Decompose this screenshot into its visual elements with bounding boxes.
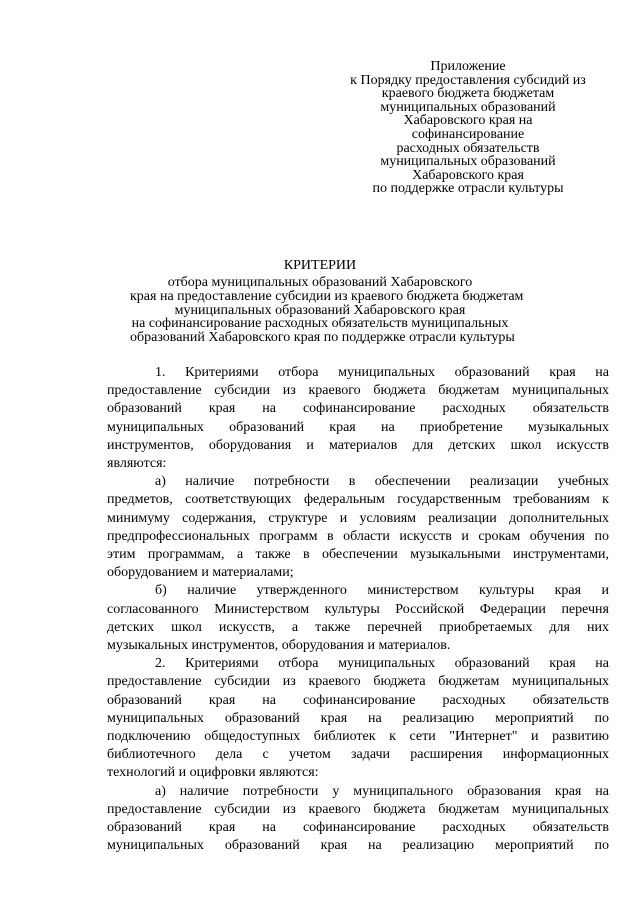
body-text-line: библиотечного дела с учетом задачи расширения информационных — [107, 747, 609, 763]
body-text-line: минимуму содержания, структуре и условиям реализации дополнительных — [107, 510, 609, 526]
body-text-line: являются: — [107, 456, 167, 472]
body-text-line: образований края на софинансирование расходных обязательств — [107, 401, 609, 417]
body-text-line: а) наличие потребности в обеспечении реализации учебных — [155, 474, 609, 490]
body-text-line: детских школ искусств, а также перечней приобретаемых для них — [107, 619, 609, 635]
appendix-line: софинансирование — [411, 126, 525, 142]
appendix-line: Приложение — [430, 59, 506, 74]
appendix-block — [348, 60, 588, 196]
body-text-line: образований края на софинансирование расходных обязательств — [107, 692, 609, 708]
appendix-line: к Порядку предоставления субсидий из — [350, 72, 586, 88]
body-text-line: муниципальных образований края на приобретение музыкальных — [107, 419, 609, 435]
appendix-line: краевого бюджета бюджетам — [381, 86, 555, 102]
subtitle-line: на софинансирование расходных обязательств муниципальных — [131, 316, 509, 332]
document-heading — [130, 258, 524, 346]
body-text-line: предоставление субсидии из краевого бюджета бюджетам муниципальных — [107, 674, 609, 690]
appendix-line: Хабаровского края на — [403, 113, 533, 129]
body-text-line: 1. Критериями отбора муниципальных образований края на — [155, 365, 609, 380]
body-text-line: предоставление субсидии из краевого бюджета бюджетам муниципальных — [107, 383, 609, 399]
body-text-line: а) наличие потребности у муниципального образования края на — [155, 783, 609, 799]
body-text-line: предметов, соответствующих федеральным государственным требованиям к — [107, 492, 609, 508]
body-text-line: образований края на софинансирование расходных обязательств — [107, 820, 609, 836]
body-text-line: предоставление субсидии из краевого бюджета бюджетам муниципальных — [107, 801, 609, 817]
document-body — [107, 364, 609, 855]
body-text-line: 2. Критериями отбора муниципальных образований края на — [155, 656, 609, 672]
subtitle-line: образований Хабаровского края по поддержке отрасли культуры — [130, 330, 515, 346]
appendix-line: муниципальных образований — [380, 99, 556, 115]
subtitle-line: муниципальных образований Хабаровского края — [174, 302, 466, 318]
appendix-line: расходных обязательств — [396, 140, 540, 156]
body-text-line: этим программам, а также в обеспечении музыкальными инструментами, — [107, 547, 609, 563]
appendix-line: по поддержке отрасли культуры — [372, 181, 564, 197]
body-text-line: инструментов, оборудования и материалов для детских школ искусств — [107, 437, 609, 453]
body-text-line: муниципальных образований края на реализацию мероприятий по — [107, 710, 609, 726]
body-text-line: согласованного Министерством культуры Российской Федерации перечня — [107, 601, 609, 617]
appendix-line: Хабаровского края — [412, 167, 524, 183]
document-subtitle — [130, 275, 524, 346]
body-text-line: муниципальных образований края на реализацию мероприятий по — [107, 838, 609, 854]
body-text-line: музыкальных инструментов, оборудования и материалов. — [107, 638, 451, 654]
body-text-line: технологий и оцифровки являются: — [107, 765, 319, 781]
subtitle-line: края на предоставление субсидии из краевого бюджета бюджетам — [130, 288, 524, 304]
body-text-line: оборудованием и материалами; — [107, 565, 294, 581]
appendix-line: муниципальных образований — [380, 154, 556, 170]
body-text-line: б) наличие утвержденного министерством культуры края и — [155, 583, 609, 599]
subtitle-line: отбора муниципальных образований Хабаровского — [167, 275, 473, 290]
body-text-line: предпрофессиональных программ в области искусств и срокам обучения по — [107, 528, 609, 544]
body-text-line: подключению общедоступных библиотек к сети "Интернет" и развитию — [107, 729, 609, 745]
document-title: КРИТЕРИИ — [283, 258, 357, 273]
